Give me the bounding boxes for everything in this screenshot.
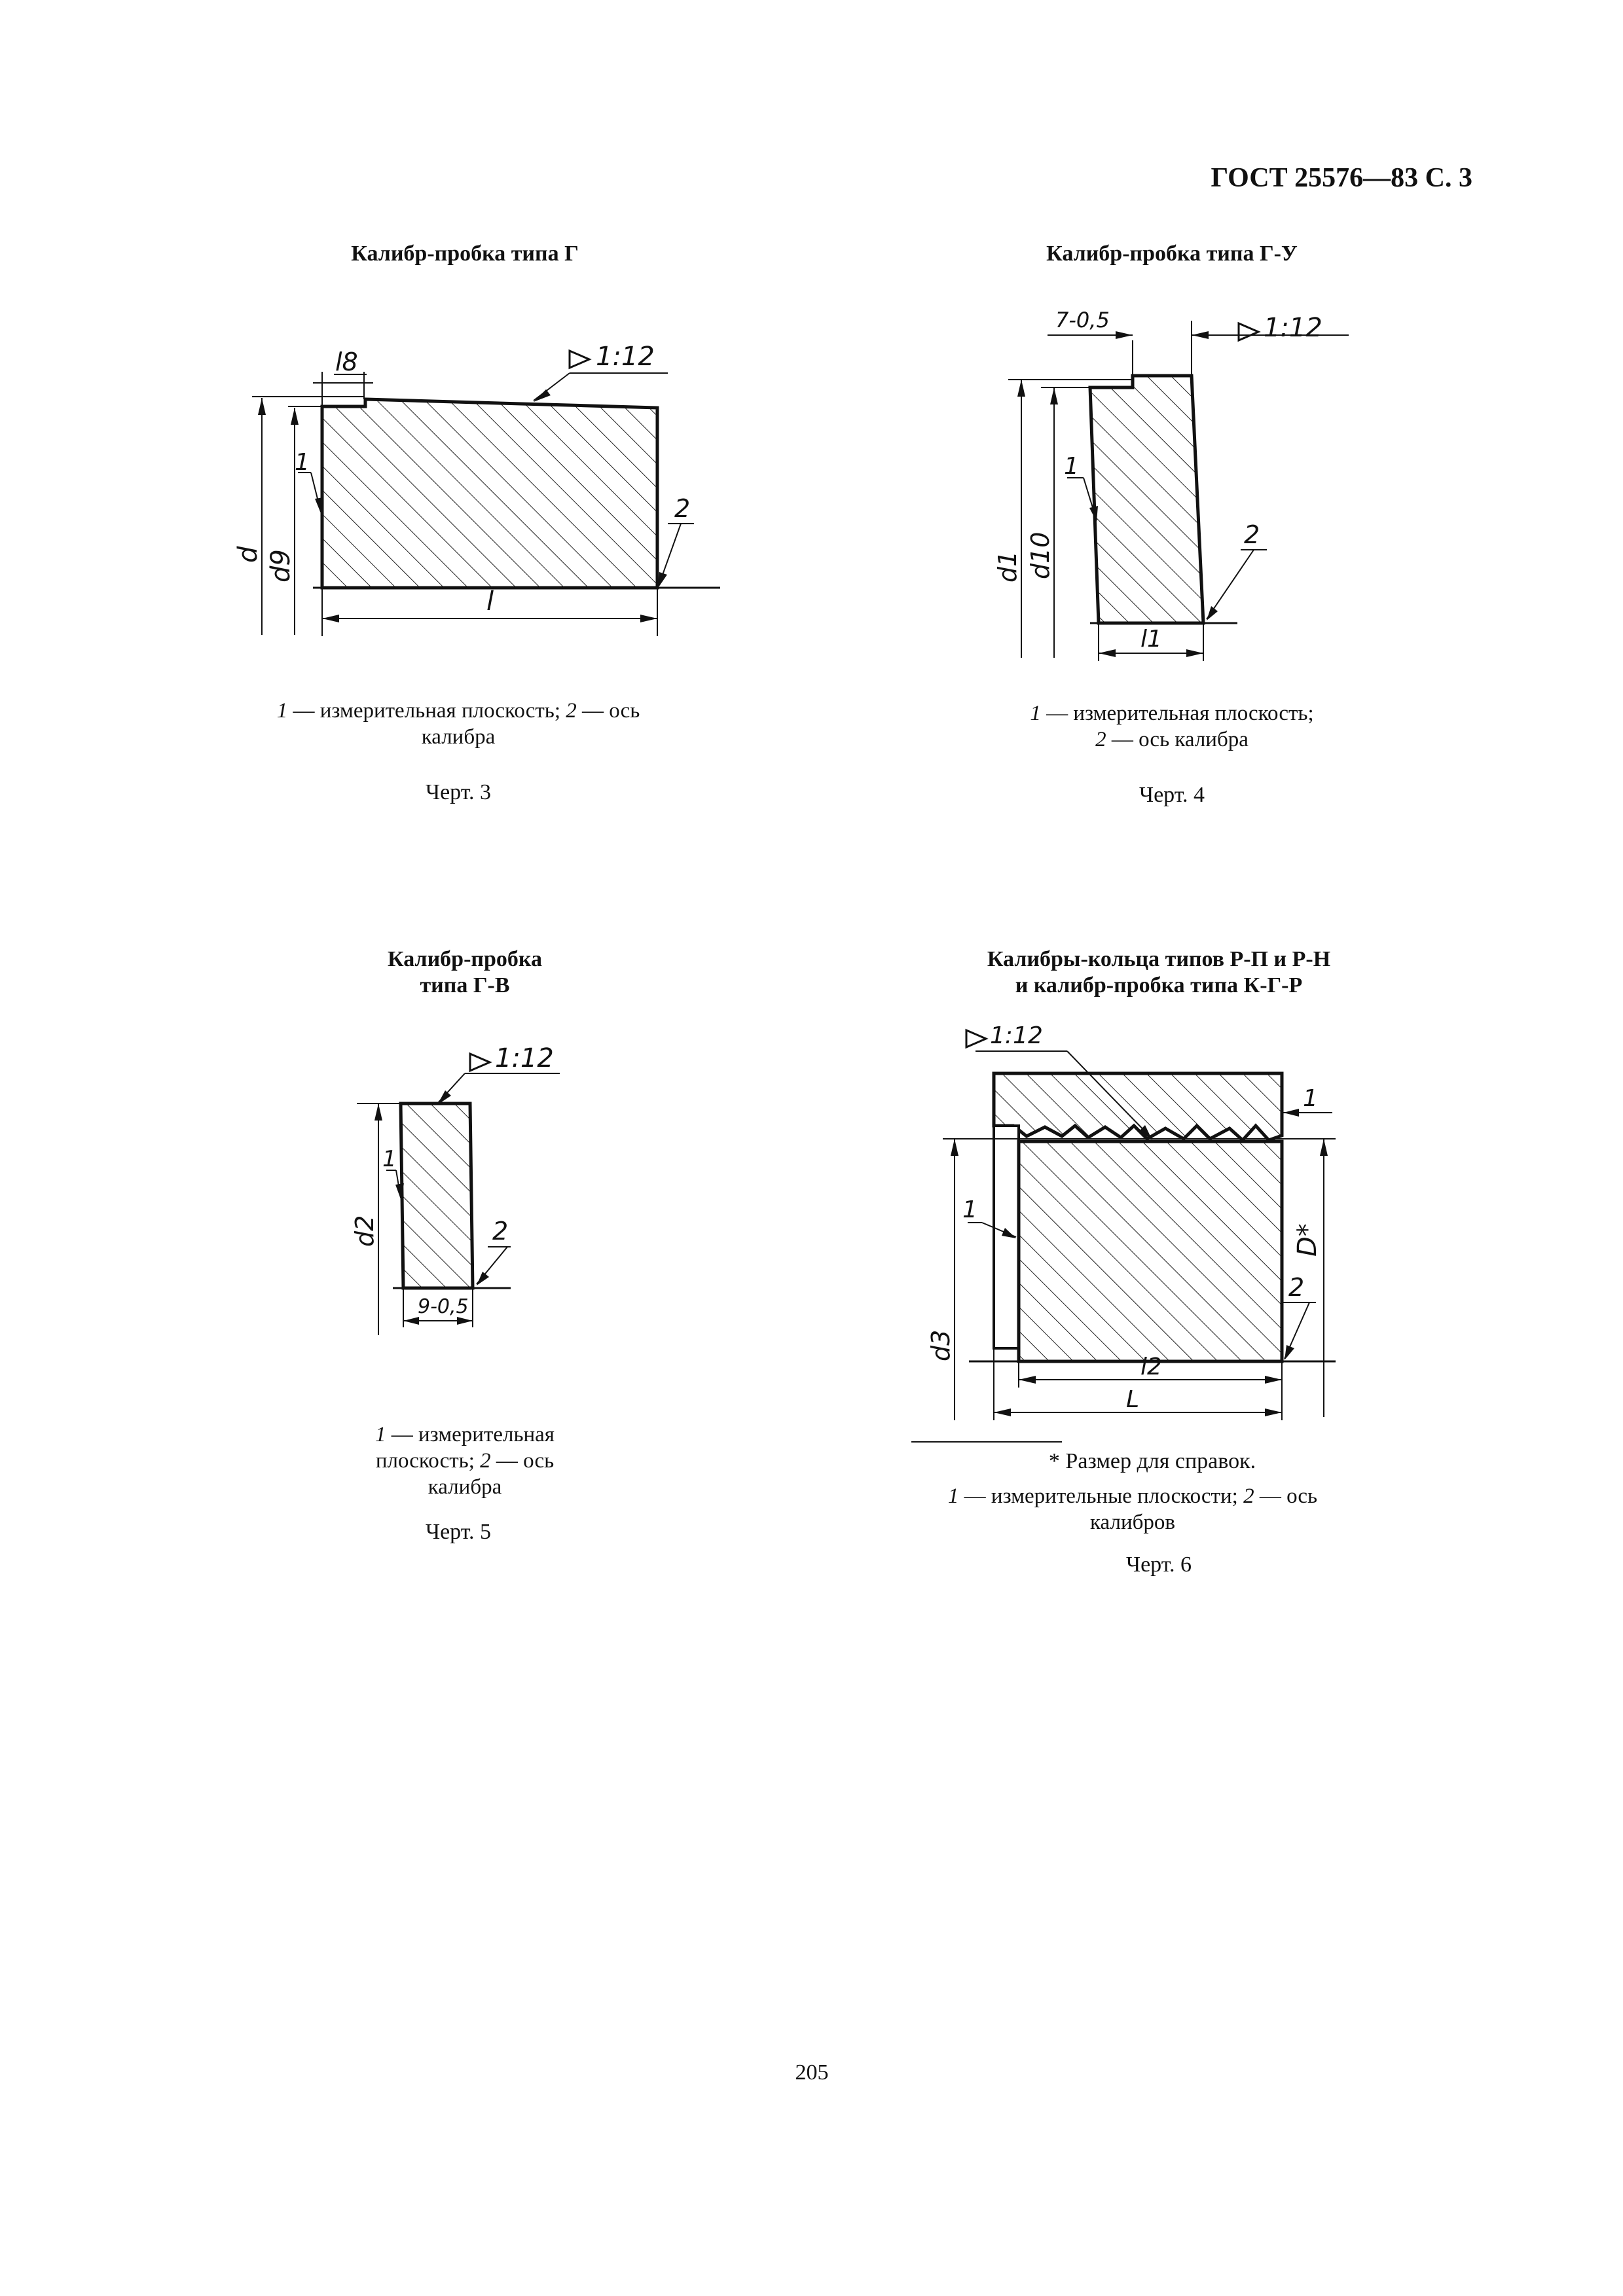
figure-3-title: Калибр-пробка типа Г	[351, 242, 579, 266]
fig5-pointer-1: 1	[382, 1146, 397, 1172]
fig3-taper-label: 1:12	[596, 342, 655, 372]
figure-4-title: Калибр-пробка типа Г-У	[1046, 242, 1298, 266]
fig6-taper-label: 1:12	[990, 1022, 1043, 1049]
fig5-dim-label: 9-0,5	[418, 1295, 469, 1318]
figure-6-caption: 1 — измерительные плоскости; 2 — ось калибров	[947, 1484, 1318, 1534]
fig6-plug	[1019, 1141, 1282, 1361]
fig6-ring	[994, 1073, 1282, 1140]
figure-6-number: Черт. 6	[1125, 1552, 1192, 1577]
figure-5-number: Черт. 5	[425, 1520, 492, 1544]
fig6-d3-label: d3	[926, 1329, 955, 1361]
fig4-taper-label: 1:12	[1264, 313, 1322, 343]
figure-3-number: Черт. 3	[425, 780, 492, 804]
fig3-l-label: l	[486, 586, 494, 617]
fig3-d-label: d	[233, 546, 263, 563]
figure-4-caption: 1 — измерительная плоскость; 2 — ось калибра	[1030, 702, 1314, 751]
fig4-pointer-1: 1	[1064, 453, 1079, 480]
figure-4-number: Черт. 4	[1139, 783, 1205, 807]
page-number: 205	[795, 2060, 829, 2085]
fig6-pointer-1-left: 1	[962, 1196, 977, 1223]
fig6-D-label: D*	[1292, 1223, 1322, 1257]
fig3-d9-label: d9	[266, 549, 296, 583]
figure-5-caption: 1 — измерительная плоскость; 2 — ось калибра	[375, 1423, 555, 1499]
fig5-taper-label: 1:12	[495, 1043, 554, 1073]
fig5-pointer-2: 2	[492, 1217, 509, 1246]
fig6-pointer-1: 1	[1303, 1085, 1318, 1112]
page-header: ГОСТ 25576—83 С. 3	[1211, 163, 1472, 193]
fig5-d2-label: d2	[350, 1215, 379, 1247]
fig4-d1-label: d1	[993, 550, 1022, 583]
fig6-L-label: L	[1126, 1386, 1140, 1413]
fig6-l2-label: l2	[1140, 1354, 1162, 1380]
fig4-d10-label: d10	[1026, 531, 1055, 579]
fig4-dim-label: 7-0,5	[1055, 308, 1110, 332]
figure-5-title: Калибр-пробка типа Г-В	[388, 947, 542, 997]
fig4-pointer-2: 2	[1244, 520, 1260, 549]
fig3-l8-label: l8	[335, 348, 358, 376]
fig3-pointer-2: 2	[674, 494, 691, 523]
figure-3-caption: 1 — измерительная плоскость; 2 — ось калибра	[276, 699, 640, 749]
fig4-l1-label: l1	[1140, 626, 1162, 653]
figure-6-title: Калибры-кольца типов Р-П и Р-Н и калибр-пробка типа К-Г-Р	[987, 947, 1331, 997]
fig6-pointer-2: 2	[1288, 1273, 1305, 1302]
fig3-pointer-1: 1	[295, 449, 310, 476]
figure-6-footnote: * Размер для справок.	[1048, 1449, 1256, 1473]
